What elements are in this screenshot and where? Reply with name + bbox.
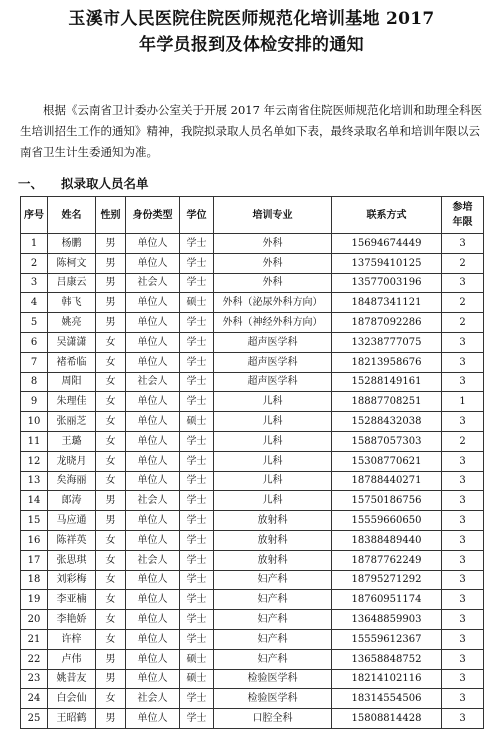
cell-major: 妇产科 bbox=[214, 590, 332, 610]
cell-degree: 学士 bbox=[180, 313, 214, 333]
cell-gender: 女 bbox=[96, 352, 126, 372]
cell-degree: 学士 bbox=[180, 431, 214, 451]
table-row bbox=[21, 293, 484, 313]
cell-name: 周阳 bbox=[48, 372, 96, 392]
cell-years: 3 bbox=[442, 273, 484, 293]
cell-index: 1 bbox=[21, 234, 48, 254]
cell-name: 张丽芝 bbox=[48, 412, 96, 432]
cell-contact: 13238777075 bbox=[332, 332, 442, 352]
cell-name: 刘彩梅 bbox=[48, 570, 96, 590]
cell-gender: 女 bbox=[96, 431, 126, 451]
cell-identity: 社会人 bbox=[126, 491, 180, 511]
cell-name: 朱理佳 bbox=[48, 392, 96, 412]
cell-identity: 单位人 bbox=[126, 293, 180, 313]
cell-years: 3 bbox=[442, 332, 484, 352]
cell-degree: 学士 bbox=[180, 511, 214, 531]
cell-name: 张思琪 bbox=[48, 550, 96, 570]
table-row bbox=[21, 649, 484, 669]
cell-name: 褚希临 bbox=[48, 352, 96, 372]
cell-identity: 单位人 bbox=[126, 511, 180, 531]
cell-gender: 女 bbox=[96, 372, 126, 392]
cell-major: 儿科 bbox=[214, 431, 332, 451]
cell-degree: 学士 bbox=[180, 689, 214, 709]
cell-index: 24 bbox=[21, 689, 48, 709]
header-identity: 身份类型 bbox=[126, 197, 180, 234]
header-index: 序号 bbox=[21, 197, 48, 234]
cell-index: 11 bbox=[21, 431, 48, 451]
header-contact: 联系方式 bbox=[332, 197, 442, 234]
cell-index: 3 bbox=[21, 273, 48, 293]
cell-contact: 18213958676 bbox=[332, 352, 442, 372]
cell-major: 妇产科 bbox=[214, 629, 332, 649]
cell-identity: 单位人 bbox=[126, 412, 180, 432]
header-major: 培训专业 bbox=[214, 197, 332, 234]
cell-years: 3 bbox=[442, 629, 484, 649]
cell-index: 19 bbox=[21, 590, 48, 610]
cell-degree: 学士 bbox=[180, 610, 214, 630]
cell-name: 龙晓月 bbox=[48, 451, 96, 471]
cell-major: 口腔全科 bbox=[214, 709, 332, 729]
cell-major: 外科（泌尿外科方向） bbox=[214, 293, 332, 313]
table-row bbox=[21, 669, 484, 689]
cell-major: 放射科 bbox=[214, 530, 332, 550]
section-heading bbox=[18, 174, 149, 192]
cell-degree: 学士 bbox=[180, 550, 214, 570]
cell-name: 郎涛 bbox=[48, 491, 96, 511]
cell-degree: 硕士 bbox=[180, 293, 214, 313]
cell-gender: 女 bbox=[96, 530, 126, 550]
table-row bbox=[21, 451, 484, 471]
cell-gender: 男 bbox=[96, 234, 126, 254]
table-body bbox=[21, 234, 484, 729]
table-row bbox=[21, 530, 484, 550]
cell-years: 3 bbox=[442, 451, 484, 471]
cell-index: 7 bbox=[21, 352, 48, 372]
cell-name: 陈祥英 bbox=[48, 530, 96, 550]
cell-identity: 社会人 bbox=[126, 273, 180, 293]
table-row bbox=[21, 352, 484, 372]
cell-gender: 女 bbox=[96, 590, 126, 610]
cell-contact: 15308770621 bbox=[332, 451, 442, 471]
cell-degree: 学士 bbox=[180, 491, 214, 511]
table-row bbox=[21, 709, 484, 729]
cell-degree: 学士 bbox=[180, 273, 214, 293]
table-row bbox=[21, 570, 484, 590]
cell-gender: 男 bbox=[96, 273, 126, 293]
cell-gender: 男 bbox=[96, 669, 126, 689]
table-row bbox=[21, 253, 484, 273]
cell-contact: 18487341121 bbox=[332, 293, 442, 313]
cell-index: 17 bbox=[21, 550, 48, 570]
cell-index: 9 bbox=[21, 392, 48, 412]
cell-name: 吕康云 bbox=[48, 273, 96, 293]
cell-years: 2 bbox=[442, 253, 484, 273]
table-row bbox=[21, 234, 484, 254]
cell-contact: 15559660650 bbox=[332, 511, 442, 531]
table-row bbox=[21, 313, 484, 333]
cell-identity: 社会人 bbox=[126, 689, 180, 709]
cell-gender: 男 bbox=[96, 293, 126, 313]
table-row bbox=[21, 332, 484, 352]
cell-identity: 单位人 bbox=[126, 590, 180, 610]
cell-gender: 女 bbox=[96, 412, 126, 432]
table-row bbox=[21, 610, 484, 630]
admission-table bbox=[20, 196, 484, 729]
cell-gender: 男 bbox=[96, 491, 126, 511]
cell-degree: 学士 bbox=[180, 629, 214, 649]
cell-years: 3 bbox=[442, 669, 484, 689]
cell-major: 外科 bbox=[214, 234, 332, 254]
cell-gender: 女 bbox=[96, 471, 126, 491]
cell-contact: 18787092286 bbox=[332, 313, 442, 333]
cell-degree: 学士 bbox=[180, 352, 214, 372]
cell-contact: 15288149161 bbox=[332, 372, 442, 392]
cell-major: 儿科 bbox=[214, 392, 332, 412]
cell-major: 外科 bbox=[214, 253, 332, 273]
cell-identity: 单位人 bbox=[126, 253, 180, 273]
cell-gender: 女 bbox=[96, 550, 126, 570]
cell-identity: 社会人 bbox=[126, 550, 180, 570]
cell-years: 2 bbox=[442, 293, 484, 313]
cell-degree: 学士 bbox=[180, 451, 214, 471]
cell-gender: 男 bbox=[96, 253, 126, 273]
cell-major: 放射科 bbox=[214, 550, 332, 570]
document-title bbox=[0, 6, 503, 58]
cell-gender: 女 bbox=[96, 629, 126, 649]
cell-years: 3 bbox=[442, 550, 484, 570]
cell-contact: 13577003196 bbox=[332, 273, 442, 293]
cell-contact: 18388489440 bbox=[332, 530, 442, 550]
section-title: 拟录取人员名单 bbox=[61, 176, 149, 191]
cell-degree: 学士 bbox=[180, 234, 214, 254]
cell-degree: 硕士 bbox=[180, 669, 214, 689]
cell-years: 3 bbox=[442, 412, 484, 432]
cell-major: 检验医学科 bbox=[214, 669, 332, 689]
table-row bbox=[21, 629, 484, 649]
cell-name: 杨鹏 bbox=[48, 234, 96, 254]
cell-index: 6 bbox=[21, 332, 48, 352]
cell-major: 检验医学科 bbox=[214, 689, 332, 709]
cell-identity: 单位人 bbox=[126, 332, 180, 352]
cell-contact: 13648859903 bbox=[332, 610, 442, 630]
cell-index: 22 bbox=[21, 649, 48, 669]
cell-contact: 18760951174 bbox=[332, 590, 442, 610]
cell-years: 2 bbox=[442, 313, 484, 333]
cell-gender: 女 bbox=[96, 689, 126, 709]
cell-years: 3 bbox=[442, 372, 484, 392]
table-row bbox=[21, 689, 484, 709]
cell-years: 3 bbox=[442, 530, 484, 550]
cell-contact: 15750186756 bbox=[332, 491, 442, 511]
cell-contact: 15887057303 bbox=[332, 431, 442, 451]
cell-gender: 女 bbox=[96, 392, 126, 412]
header-years: 参培年限 bbox=[442, 197, 484, 234]
cell-name: 陈柯文 bbox=[48, 253, 96, 273]
cell-years: 3 bbox=[442, 649, 484, 669]
cell-years: 3 bbox=[442, 610, 484, 630]
table-row bbox=[21, 431, 484, 451]
cell-degree: 学士 bbox=[180, 709, 214, 729]
cell-major: 超声医学科 bbox=[214, 372, 332, 392]
cell-identity: 单位人 bbox=[126, 649, 180, 669]
title-line-2: 年学员报到及体检安排的通知 bbox=[139, 35, 364, 55]
cell-index: 12 bbox=[21, 451, 48, 471]
cell-contact: 18314554506 bbox=[332, 689, 442, 709]
table-row bbox=[21, 412, 484, 432]
cell-major: 超声医学科 bbox=[214, 332, 332, 352]
cell-degree: 学士 bbox=[180, 372, 214, 392]
cell-contact: 15694674449 bbox=[332, 234, 442, 254]
cell-identity: 单位人 bbox=[126, 313, 180, 333]
cell-major: 外科 bbox=[214, 273, 332, 293]
cell-index: 25 bbox=[21, 709, 48, 729]
cell-major: 妇产科 bbox=[214, 649, 332, 669]
cell-years: 1 bbox=[442, 392, 484, 412]
cell-degree: 学士 bbox=[180, 253, 214, 273]
cell-name: 李艳娇 bbox=[48, 610, 96, 630]
cell-identity: 单位人 bbox=[126, 392, 180, 412]
cell-name: 吴潇潇 bbox=[48, 332, 96, 352]
cell-identity: 单位人 bbox=[126, 451, 180, 471]
cell-major: 外科（神经外科方向） bbox=[214, 313, 332, 333]
cell-degree: 学士 bbox=[180, 471, 214, 491]
cell-degree: 学士 bbox=[180, 570, 214, 590]
cell-index: 10 bbox=[21, 412, 48, 432]
cell-gender: 男 bbox=[96, 511, 126, 531]
cell-degree: 学士 bbox=[180, 590, 214, 610]
cell-major: 妇产科 bbox=[214, 570, 332, 590]
cell-index: 18 bbox=[21, 570, 48, 590]
cell-contact: 13658848752 bbox=[332, 649, 442, 669]
cell-identity: 单位人 bbox=[126, 431, 180, 451]
cell-contact: 18787762249 bbox=[332, 550, 442, 570]
cell-name: 许梓 bbox=[48, 629, 96, 649]
cell-index: 23 bbox=[21, 669, 48, 689]
cell-name: 王璐 bbox=[48, 431, 96, 451]
cell-index: 21 bbox=[21, 629, 48, 649]
header-degree: 学位 bbox=[180, 197, 214, 234]
cell-index: 13 bbox=[21, 471, 48, 491]
cell-index: 4 bbox=[21, 293, 48, 313]
cell-contact: 15559612367 bbox=[332, 629, 442, 649]
cell-years: 2 bbox=[442, 431, 484, 451]
section-number: 一、 bbox=[18, 176, 44, 191]
cell-years: 3 bbox=[442, 471, 484, 491]
cell-major: 儿科 bbox=[214, 491, 332, 511]
cell-name: 卢伟 bbox=[48, 649, 96, 669]
cell-years: 3 bbox=[442, 570, 484, 590]
cell-contact: 15808814428 bbox=[332, 709, 442, 729]
cell-name: 矣海丽 bbox=[48, 471, 96, 491]
cell-major: 儿科 bbox=[214, 412, 332, 432]
cell-gender: 男 bbox=[96, 709, 126, 729]
header-name: 姓名 bbox=[48, 197, 96, 234]
cell-years: 3 bbox=[442, 234, 484, 254]
cell-name: 王昭鹤 bbox=[48, 709, 96, 729]
cell-contact: 13759410125 bbox=[332, 253, 442, 273]
table-row bbox=[21, 392, 484, 412]
cell-contact: 18795271292 bbox=[332, 570, 442, 590]
table-row bbox=[21, 550, 484, 570]
cell-identity: 单位人 bbox=[126, 530, 180, 550]
table-row bbox=[21, 372, 484, 392]
cell-gender: 女 bbox=[96, 570, 126, 590]
cell-years: 3 bbox=[442, 352, 484, 372]
cell-index: 20 bbox=[21, 610, 48, 630]
table-header-row bbox=[21, 197, 484, 234]
cell-identity: 单位人 bbox=[126, 234, 180, 254]
cell-name: 韩飞 bbox=[48, 293, 96, 313]
cell-contact: 18887708251 bbox=[332, 392, 442, 412]
cell-degree: 硕士 bbox=[180, 649, 214, 669]
cell-major: 儿科 bbox=[214, 451, 332, 471]
header-gender: 性别 bbox=[96, 197, 126, 234]
cell-gender: 女 bbox=[96, 332, 126, 352]
cell-major: 放射科 bbox=[214, 511, 332, 531]
table-row bbox=[21, 511, 484, 531]
table-row bbox=[21, 590, 484, 610]
table-row bbox=[21, 491, 484, 511]
cell-index: 5 bbox=[21, 313, 48, 333]
cell-gender: 男 bbox=[96, 649, 126, 669]
cell-major: 超声医学科 bbox=[214, 352, 332, 372]
cell-major: 妇产科 bbox=[214, 610, 332, 630]
cell-years: 3 bbox=[442, 511, 484, 531]
cell-index: 14 bbox=[21, 491, 48, 511]
cell-degree: 学士 bbox=[180, 392, 214, 412]
table-row bbox=[21, 273, 484, 293]
cell-gender: 男 bbox=[96, 313, 126, 333]
cell-years: 3 bbox=[442, 590, 484, 610]
cell-contact: 15288432038 bbox=[332, 412, 442, 432]
cell-degree: 学士 bbox=[180, 530, 214, 550]
cell-name: 姚亮 bbox=[48, 313, 96, 333]
cell-contact: 18788440271 bbox=[332, 471, 442, 491]
cell-gender: 女 bbox=[96, 610, 126, 630]
cell-identity: 社会人 bbox=[126, 372, 180, 392]
cell-index: 8 bbox=[21, 372, 48, 392]
cell-contact: 18214102116 bbox=[332, 669, 442, 689]
intro-paragraph: 根据《云南省卫计委办公室关于开展 2017 年云南省住院医师规范化培训和助理全科医生培训招生工作的通知》精神，我院拟录取人员名单如下表，最终录取名单和培训年限以云南省卫生计生委通知为准。 bbox=[20, 103, 483, 159]
cell-major: 儿科 bbox=[214, 471, 332, 491]
cell-identity: 单位人 bbox=[126, 352, 180, 372]
title-line-1: 玉溪市人民医院住院医师规范化培训基地 2017 bbox=[68, 9, 435, 29]
cell-years: 3 bbox=[442, 709, 484, 729]
cell-identity: 单位人 bbox=[126, 669, 180, 689]
cell-identity: 单位人 bbox=[126, 629, 180, 649]
cell-identity: 单位人 bbox=[126, 709, 180, 729]
cell-name: 马应通 bbox=[48, 511, 96, 531]
cell-name: 李亚楠 bbox=[48, 590, 96, 610]
table-row bbox=[21, 471, 484, 491]
cell-name: 白会仙 bbox=[48, 689, 96, 709]
cell-degree: 学士 bbox=[180, 332, 214, 352]
cell-degree: 硕士 bbox=[180, 412, 214, 432]
cell-index: 15 bbox=[21, 511, 48, 531]
cell-years: 3 bbox=[442, 689, 484, 709]
cell-gender: 女 bbox=[96, 451, 126, 471]
cell-years: 3 bbox=[442, 491, 484, 511]
cell-index: 2 bbox=[21, 253, 48, 273]
cell-identity: 单位人 bbox=[126, 471, 180, 491]
cell-identity: 单位人 bbox=[126, 570, 180, 590]
cell-name: 姚昔友 bbox=[48, 669, 96, 689]
cell-identity: 单位人 bbox=[126, 610, 180, 630]
cell-index: 16 bbox=[21, 530, 48, 550]
